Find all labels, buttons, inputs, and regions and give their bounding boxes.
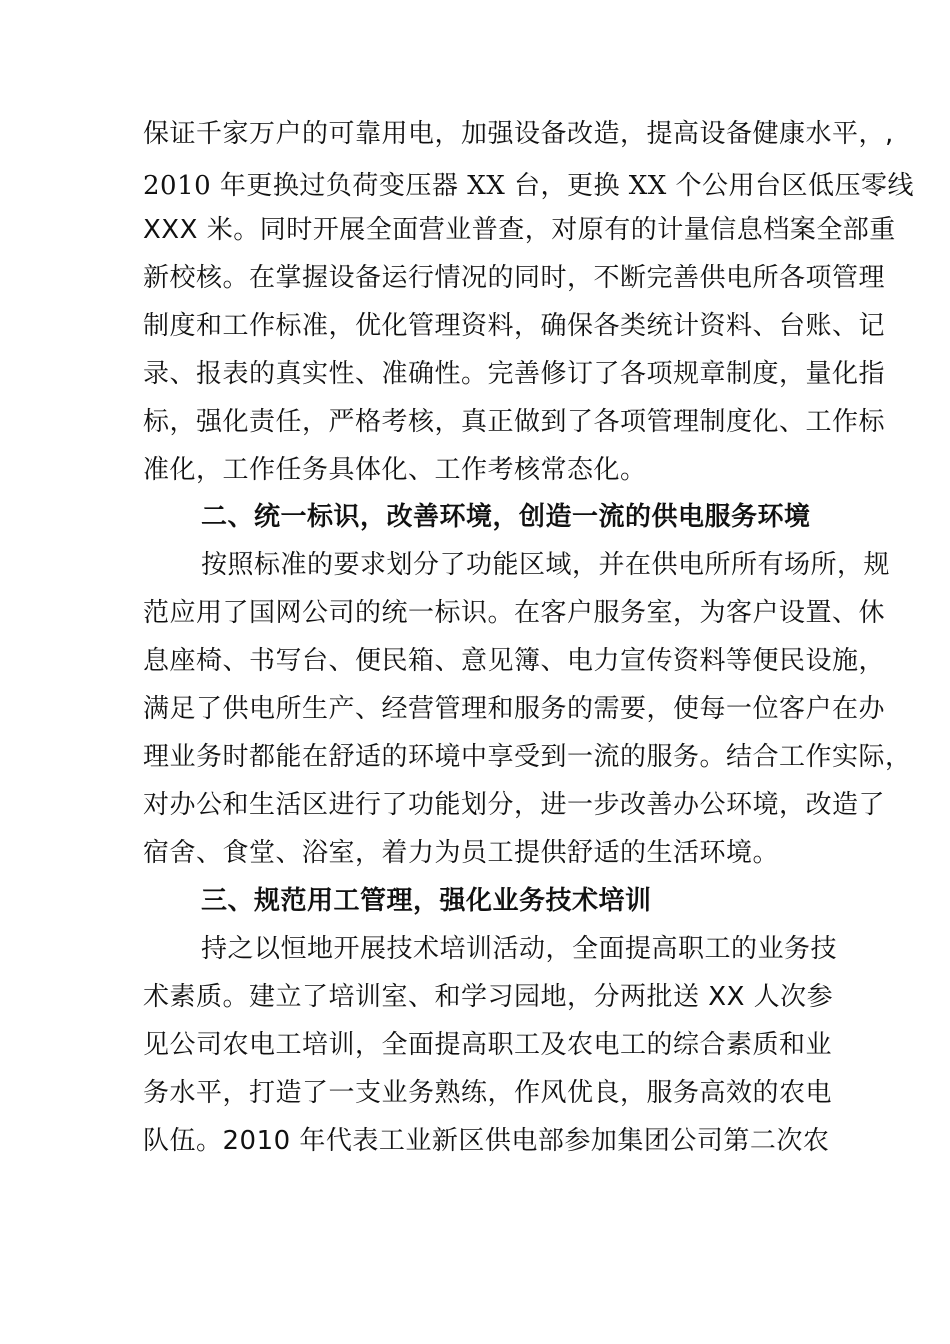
body-line-9: 按照标准的要求划分了功能区域，并在供电所所有场所，规 xyxy=(201,550,891,580)
body-line-2: 2010 年更换过负荷变压器 XX 台，更换 XX 个公用台区低压零线 xyxy=(143,171,915,201)
body-line-4: 新校核。在掌握设备运行情况的同时，不断完善供电所各项管理 xyxy=(143,263,886,293)
body-line-15: 宿舍、食堂、浴室，着力为员工提供舒适的生活环境。 xyxy=(143,838,780,868)
body-line-3: XXX 米。同时开展全面营业普查，对原有的计量信息档案全部重 xyxy=(143,215,896,245)
body-line-17: 术素质。建立了培训室、和学习园地，分两批送 XX 人次参 xyxy=(143,982,834,1012)
section-heading-3: 三、规范用工管理，强化业务技术培训 xyxy=(201,886,652,916)
body-line-18: 见公司农电工培训，全面提高职工及农电工的综合素质和业 xyxy=(143,1030,833,1060)
body-line-14: 对办公和生活区进行了功能划分，进一步改善办公环境，改造了 xyxy=(143,790,886,820)
body-line-5: 制度和工作标准，优化管理资料，确保各类统计资料、台账、记 xyxy=(143,311,886,341)
body-line-12: 满足了供电所生产、经营管理和服务的需要，使每一位客户在办 xyxy=(143,694,886,724)
section-heading-2: 二、统一标识，改善环境，创造一流的供电服务环境 xyxy=(201,502,811,532)
body-line-16: 持之以恒地开展技术培训活动，全面提高职工的业务技 xyxy=(201,934,838,964)
body-line-7: 标，强化责任，严格考核，真正做到了各项管理制度化、工作标 xyxy=(143,407,886,437)
body-line-8: 准化，工作任务具体化、工作考核常态化。 xyxy=(143,455,647,485)
body-line-11: 息座椅、书写台、便民箱、意见簿、电力宣传资料等便民设施， xyxy=(143,646,886,676)
body-line-19: 务水平，打造了一支业务熟练，作风优良，服务高效的农电 xyxy=(143,1078,833,1108)
body-line-10: 范应用了国网公司的统一标识。在客户服务室，为客户设置、休 xyxy=(143,598,886,628)
body-line-20: 队伍。2010 年代表工业新区供电部参加集团公司第二次农 xyxy=(143,1126,830,1156)
body-line-6: 录、报表的真实性、准确性。完善修订了各项规章制度，量化指 xyxy=(143,359,886,389)
body-line-1: 保证千家万户的可靠用电，加强设备改造，提高设备健康水平，, xyxy=(143,119,894,149)
body-line-13: 理业务时都能在舒适的环境中享受到一流的服务。结合工作实际， xyxy=(143,742,912,772)
